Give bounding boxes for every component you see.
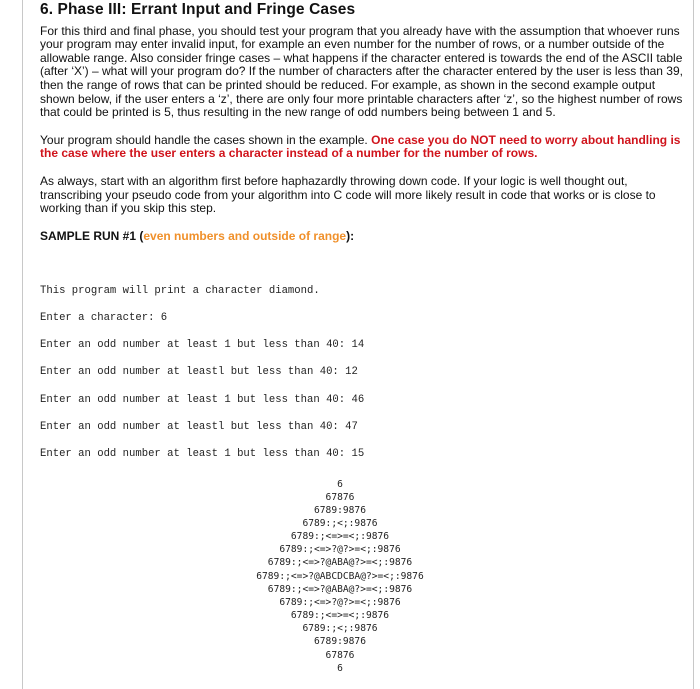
diamond-row: 6789:;<=>?@ABCDCBA@?>=<;:9876 (256, 571, 424, 582)
console-line: This program will print a character diamond. (40, 285, 320, 297)
sample-run-note: even numbers and outside of range (143, 228, 347, 243)
diamond-row: 6789:;<=>=<;:9876 (290, 531, 390, 542)
console-line: Enter a character: 6 (40, 312, 168, 324)
diamond-row: 6789:;<=>?@ABA@?>=<;:9876 (267, 584, 413, 595)
diamond-row: 6789:;<;:9876 (302, 518, 378, 529)
sample-run-title: SAMPLE RUN #1 (40, 228, 137, 243)
sample-paren-open: ( (139, 228, 144, 243)
document-body (40, 0, 688, 674)
diamond-row: 6789:9876 (314, 636, 366, 647)
paragraph-phase-description: For this third and final phase, you should test your program that you already have with the assumption that whoever runs your program may enter invalid input, for example an even number for the number of rows, or a number outside of the allowable range. Also consider fringe cases – what happens if the character entered is towards the end of the ASCII table (after ‘X’) – what will your program do? If the number of characters after the character entered by the user is less than 39, then the range of rows that can be printed should be reduced. For example, as shown in the second example output shown below, if the user enters a ‘z’, there are only four more printable characters after ‘z’, so the highest number of rows that could be printed is 5, thus resulting in the new range of odd numbers being between 1 and 5. (40, 23, 683, 120)
console-line: Enter an odd number at least 1 but less than 40: 15 (40, 448, 365, 460)
handle-cases-text: Your program should handle the cases shown in the example. (40, 132, 368, 147)
paragraph-handle-cases (40, 134, 688, 161)
diamond-row: 6789:;<=>?@ABA@?>=<;:9876 (267, 557, 413, 568)
not-worry-warning: One case you do NOT need to worry about handling is the case where the user enters a character instead of a number for the number of rows. (40, 132, 681, 161)
console-line: Enter an odd number at leastl but less than 40: 47 (40, 421, 358, 433)
diamond-row: 6 (337, 479, 343, 490)
sample-run-label (40, 230, 688, 244)
diamond-row: 6789:;<;:9876 (302, 623, 378, 634)
console-line: Enter an odd number at least 1 but less than 40: 14 (40, 339, 365, 351)
diamond-row: 67876 (325, 650, 355, 661)
diamond-row: 67876 (325, 492, 355, 503)
diamond-row: 6 (337, 663, 343, 674)
paragraph-algorithm-advice: As always, start with an algorithm first before haphazardly throwing down code. If your logic is well thought out, transcribing your pseudo code from your algorithm into C code will more likely result in code that works or is close to working than if you skip this step. (40, 173, 656, 216)
diamond-row: 6789:;<=>=<;:9876 (290, 610, 390, 621)
sample-paren-close: ): (346, 228, 355, 243)
section-heading: 6. Phase III: Errant Input and Fringe Cases (40, 1, 356, 18)
diamond-row: 6789:;<=>?@?>=<;:9876 (279, 597, 401, 608)
console-line: Enter an odd number at least 1 but less than 40: 46 (40, 394, 365, 406)
diamond-row: 6789:;<=>?@?>=<;:9876 (279, 544, 401, 555)
console-line: Enter an odd number at leastl but less than 40: 12 (40, 366, 358, 378)
diamond-row: 6789:9876 (314, 505, 366, 516)
